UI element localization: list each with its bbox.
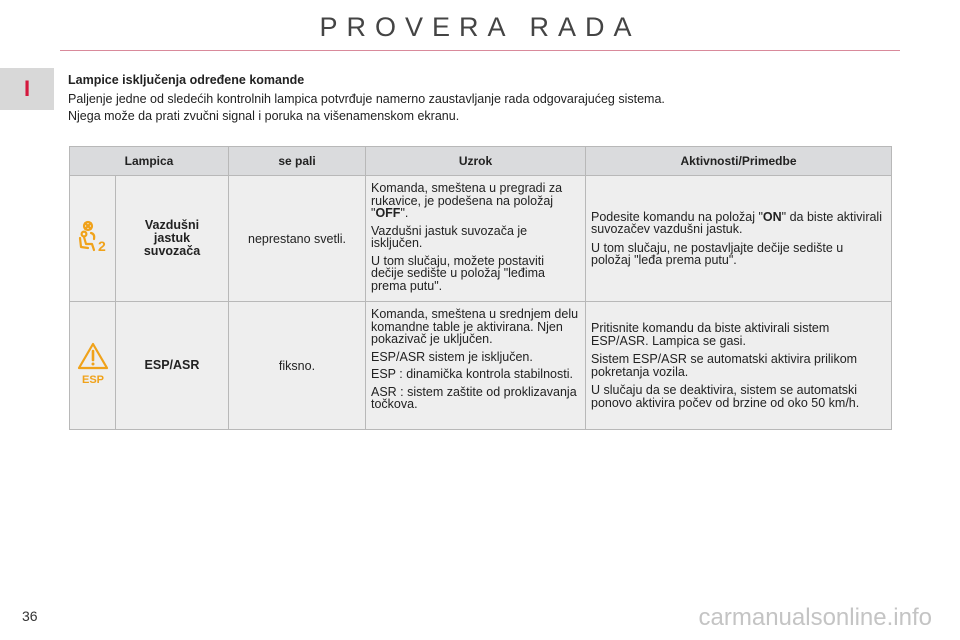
cause-paragraph: ESP/ASR sistem je isključen. (371, 349, 533, 364)
lamp-icon-cell (70, 302, 116, 430)
lamp-name-line: ESP/ASR (144, 358, 200, 372)
action-cell (586, 302, 892, 430)
table-row (70, 176, 892, 302)
header-aktivnosti: Aktivnosti/Primedbe (586, 147, 892, 176)
lamp-name-line: jastuk (153, 231, 191, 245)
lights-cell: fiksno. (229, 302, 366, 430)
title-divider (60, 50, 900, 51)
lamp-name-cell (116, 302, 229, 430)
intro-line: Paljenje jedne od sledećih kontrolnih lampica potvrđuje namerno zaustavljanje rada odgovarajućeg sistema. (68, 92, 665, 106)
lights-cell: neprestano svetli. (229, 176, 366, 302)
action-paragraph: Pritisnite komandu da biste aktivirali sistem ESP/ASR. Lampica se gasi. (591, 321, 830, 348)
chapter-tab[interactable] (0, 68, 54, 110)
table-header-row (70, 147, 892, 176)
header-lampica: Lampica (70, 147, 229, 176)
cause-paragraph: Komanda, smeštena u srednjem delu komandne table je aktivirana. Njen pokazivač je uključen. (371, 307, 579, 346)
cause-paragraph: Komanda, smeštena u pregradi za rukavice, je podešena na položaj "OFF". (371, 181, 563, 220)
intro-line: Njega može da prati zvučni signal i poruka na višenamenskom ekranu. (68, 109, 460, 123)
lamp-icon-cell (70, 176, 116, 302)
table-row (70, 302, 892, 430)
lamp-name-line: suvozača (143, 244, 201, 258)
svg-text:ESP: ESP (81, 374, 104, 386)
action-cell (586, 176, 892, 302)
cause-paragraph: U tom slučaju, možete postaviti dečije sedište u položaj "leđima prema putu". (371, 253, 545, 293)
svg-text:2: 2 (97, 238, 106, 254)
lamp-name-cell (116, 176, 229, 302)
action-paragraph: U slučaju da se deaktivira, sistem se automatski ponovo aktivira počev od brzine od oko 50 km/h. (591, 383, 860, 410)
cause-paragraph: ASR : sistem zaštite od proklizavanja točkova. (371, 384, 577, 411)
action-paragraph: U tom slučaju, ne postavljajte dečije sedište u položaj "leđa prema putu". (591, 240, 844, 267)
chapter-letter: I (23, 76, 31, 101)
page-title: PROVERA RADA (319, 12, 641, 42)
action-paragraph: Podesite komandu na položaj "ON" da biste aktivirali suvozačev vazdušni jastuk. (591, 209, 882, 236)
section-heading: Lampice isključenja određene komande (68, 73, 305, 87)
cause-cell (366, 302, 586, 430)
header-uzrok: Uzrok (366, 147, 586, 176)
action-paragraph: Sistem ESP/ASR se automatski aktivira prilikom pokretanja vozila. (591, 352, 858, 379)
page-number: 36 (22, 608, 38, 624)
cause-paragraph: ESP : dinamička kontrola stabilnosti. (371, 367, 573, 381)
intro-text (68, 91, 665, 125)
warning-lamps-table (69, 146, 892, 430)
cause-cell (366, 176, 586, 302)
esp-warning-icon (76, 342, 110, 386)
watermark: carmanualsonline.info (698, 604, 932, 631)
airbag-off-icon (76, 220, 110, 254)
header-se-pali: se pali (229, 147, 366, 176)
lamp-name-line: Vazdušni (144, 218, 200, 232)
cause-paragraph: Vazdušni jastuk suvozača je isključen. (371, 223, 528, 250)
